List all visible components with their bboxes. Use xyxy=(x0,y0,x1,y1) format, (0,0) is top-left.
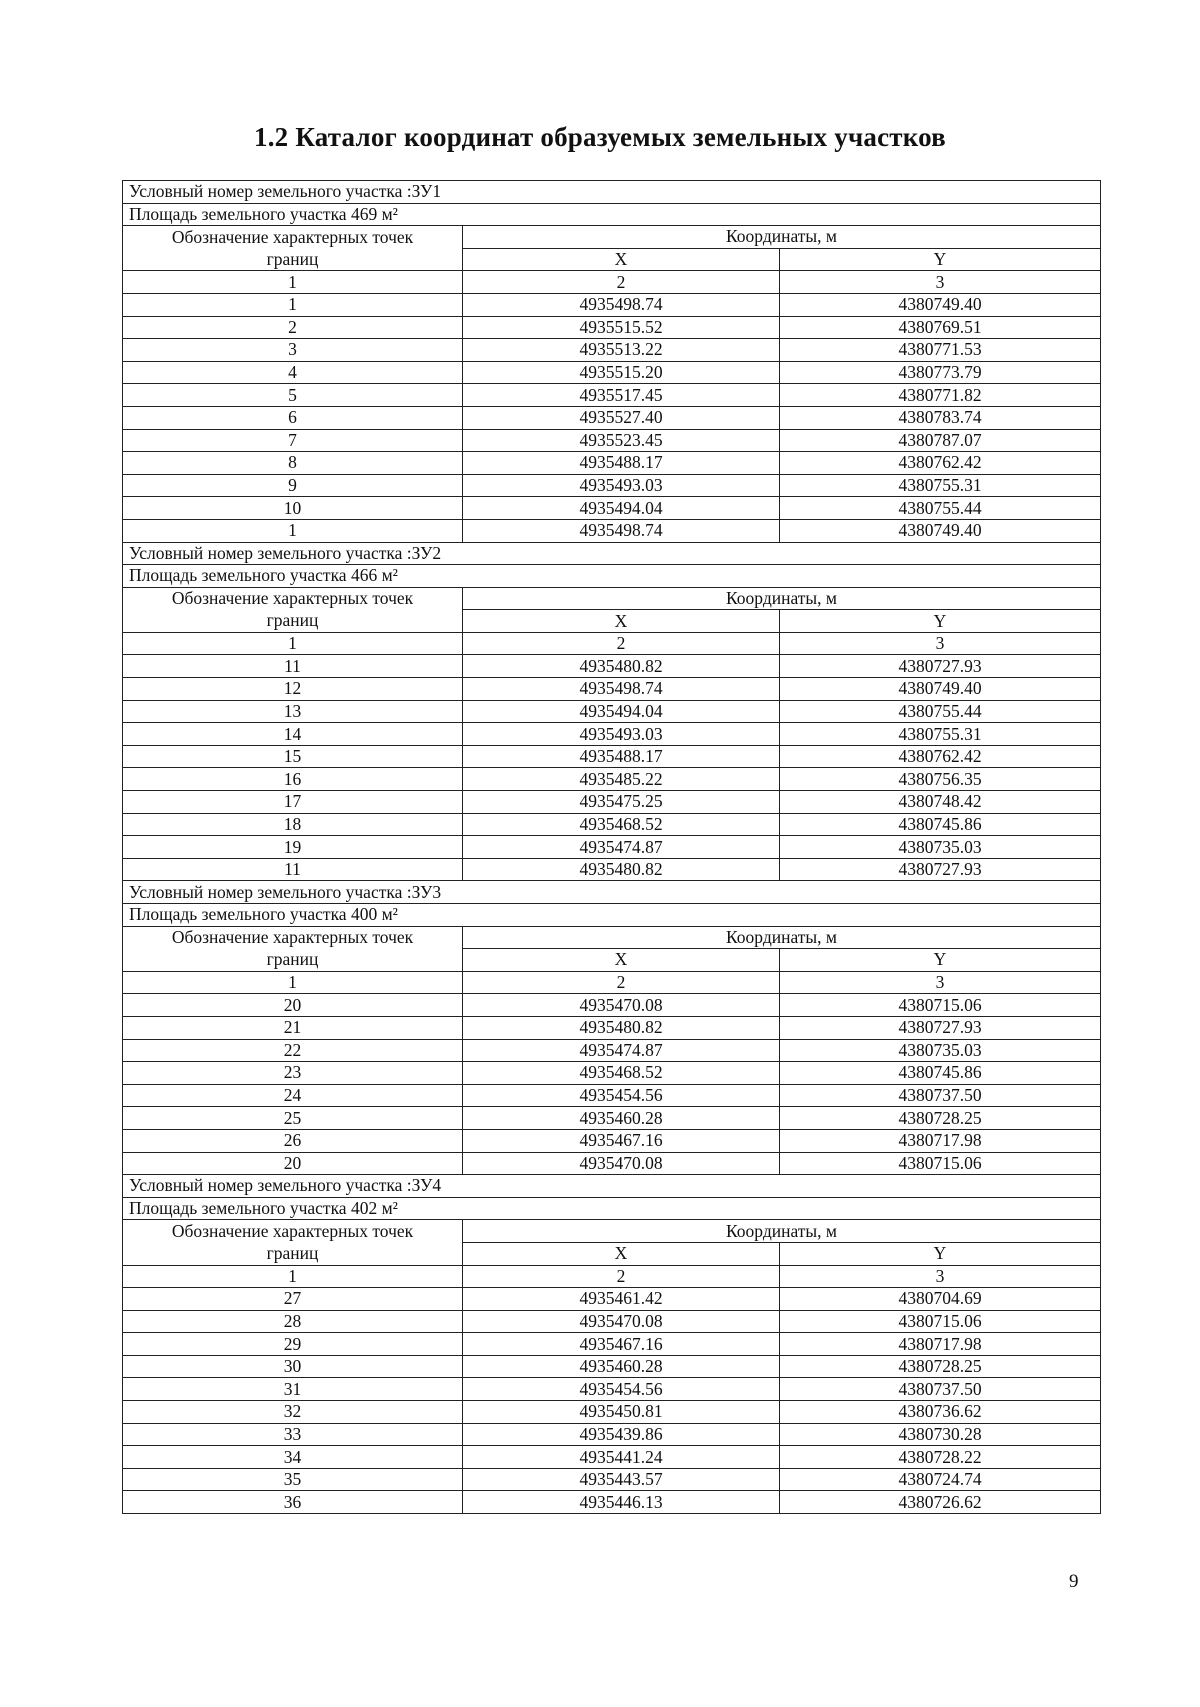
x-coordinate-cell: 4935474.87 xyxy=(463,836,780,859)
point-number-cell: 27 xyxy=(123,1288,463,1311)
table-row xyxy=(123,316,1101,339)
point-number-cell: 21 xyxy=(123,1016,463,1039)
y-coordinate-cell: 4380748.42 xyxy=(780,791,1101,814)
y-coordinate-cell: 4380715.06 xyxy=(780,994,1101,1017)
column-number: 1 xyxy=(123,271,463,294)
y-coordinate-cell: 4380762.42 xyxy=(780,745,1101,768)
column-x-header: X xyxy=(463,610,780,633)
point-number-cell: 11 xyxy=(123,655,463,678)
table-header-row xyxy=(123,949,1101,972)
column-x-header: X xyxy=(463,949,780,972)
point-number-cell: 12 xyxy=(123,678,463,701)
x-coordinate-cell: 4935517.45 xyxy=(463,384,780,407)
table-row xyxy=(123,1016,1101,1039)
point-number-cell: 14 xyxy=(123,723,463,746)
y-coordinate-cell: 4380726.62 xyxy=(780,1491,1101,1514)
table-row xyxy=(123,836,1101,859)
column-number: 1 xyxy=(123,632,463,655)
x-coordinate-cell: 4935485.22 xyxy=(463,768,780,791)
point-designation-header: Обозначение характерных точек xyxy=(123,587,463,610)
point-number-cell: 5 xyxy=(123,384,463,407)
x-coordinate-cell: 4935461.42 xyxy=(463,1288,780,1311)
point-number-cell: 4 xyxy=(123,361,463,384)
table-row xyxy=(123,1107,1101,1130)
parcel-number: Условный номер земельного участка :ЗУ3 xyxy=(123,881,1101,904)
column-number-row xyxy=(123,632,1101,655)
column-number: 1 xyxy=(123,1265,463,1288)
y-coordinate-cell: 4380745.86 xyxy=(780,813,1101,836)
table-row xyxy=(123,1401,1101,1424)
y-coordinate-cell: 4380715.06 xyxy=(780,1152,1101,1175)
table-row xyxy=(123,994,1101,1017)
table-row xyxy=(123,1491,1101,1514)
point-number-cell: 9 xyxy=(123,474,463,497)
parcel-area-row xyxy=(123,1197,1101,1220)
parcel-number: Условный номер земельного участка :ЗУ4 xyxy=(123,1175,1101,1198)
table-row xyxy=(123,1446,1101,1469)
y-coordinate-cell: 4380756.35 xyxy=(780,768,1101,791)
x-coordinate-cell: 4935470.08 xyxy=(463,1310,780,1333)
y-coordinate-cell: 4380749.40 xyxy=(780,293,1101,316)
y-coordinate-cell: 4380773.79 xyxy=(780,361,1101,384)
table-row xyxy=(123,361,1101,384)
column-number: 3 xyxy=(780,971,1101,994)
y-coordinate-cell: 4380787.07 xyxy=(780,429,1101,452)
x-coordinate-cell: 4935480.82 xyxy=(463,655,780,678)
parcel-area-row xyxy=(123,904,1101,927)
x-coordinate-cell: 4935468.52 xyxy=(463,1062,780,1085)
x-coordinate-cell: 4935439.86 xyxy=(463,1423,780,1446)
point-number-cell: 18 xyxy=(123,813,463,836)
y-coordinate-cell: 4380749.40 xyxy=(780,678,1101,701)
x-coordinate-cell: 4935480.82 xyxy=(463,1016,780,1039)
table-row xyxy=(123,1310,1101,1333)
table-row xyxy=(123,474,1101,497)
x-coordinate-cell: 4935488.17 xyxy=(463,745,780,768)
table-row xyxy=(123,1084,1101,1107)
y-coordinate-cell: 4380728.25 xyxy=(780,1107,1101,1130)
y-coordinate-cell: 4380736.62 xyxy=(780,1401,1101,1424)
point-number-cell: 13 xyxy=(123,700,463,723)
y-coordinate-cell: 4380727.93 xyxy=(780,1016,1101,1039)
y-coordinate-cell: 4380745.86 xyxy=(780,1062,1101,1085)
y-coordinate-cell: 4380715.06 xyxy=(780,1310,1101,1333)
table-header-row xyxy=(123,610,1101,633)
column-y-header: Y xyxy=(780,248,1101,271)
y-coordinate-cell: 4380717.98 xyxy=(780,1333,1101,1356)
table-row xyxy=(123,1355,1101,1378)
table-row xyxy=(123,858,1101,881)
x-coordinate-cell: 4935467.16 xyxy=(463,1129,780,1152)
x-coordinate-cell: 4935475.25 xyxy=(463,791,780,814)
y-coordinate-cell: 4380727.93 xyxy=(780,858,1101,881)
x-coordinate-cell: 4935454.56 xyxy=(463,1084,780,1107)
table-row xyxy=(123,339,1101,362)
table-header-row xyxy=(123,1242,1101,1265)
y-coordinate-cell: 4380717.98 xyxy=(780,1129,1101,1152)
point-designation-header: Обозначение характерных точек xyxy=(123,1220,463,1243)
coordinates-catalog-table xyxy=(122,180,1101,1514)
point-number-cell: 15 xyxy=(123,745,463,768)
y-coordinate-cell: 4380704.69 xyxy=(780,1288,1101,1311)
x-coordinate-cell: 4935493.03 xyxy=(463,723,780,746)
point-number-cell: 35 xyxy=(123,1468,463,1491)
coordinates-header: Координаты, м xyxy=(463,1220,1101,1243)
x-coordinate-cell: 4935498.74 xyxy=(463,293,780,316)
table-row xyxy=(123,1333,1101,1356)
point-number-cell: 24 xyxy=(123,1084,463,1107)
y-coordinate-cell: 4380755.31 xyxy=(780,723,1101,746)
point-number-cell: 11 xyxy=(123,858,463,881)
table-row xyxy=(123,406,1101,429)
x-coordinate-cell: 4935513.22 xyxy=(463,339,780,362)
coordinates-header: Координаты, м xyxy=(463,587,1101,610)
point-number-cell: 36 xyxy=(123,1491,463,1514)
point-number-cell: 1 xyxy=(123,519,463,542)
y-coordinate-cell: 4380728.25 xyxy=(780,1355,1101,1378)
x-coordinate-cell: 4935474.87 xyxy=(463,1039,780,1062)
table-row xyxy=(123,1468,1101,1491)
y-coordinate-cell: 4380769.51 xyxy=(780,316,1101,339)
point-number-cell: 34 xyxy=(123,1446,463,1469)
parcel-area: Площадь земельного участка 400 м² xyxy=(123,904,1101,927)
table-row xyxy=(123,678,1101,701)
point-number-cell: 1 xyxy=(123,293,463,316)
column-number: 3 xyxy=(780,1265,1101,1288)
x-coordinate-cell: 4935443.57 xyxy=(463,1468,780,1491)
column-number-row xyxy=(123,1265,1101,1288)
column-x-header: X xyxy=(463,1242,780,1265)
table-header-row xyxy=(123,248,1101,271)
y-coordinate-cell: 4380749.40 xyxy=(780,519,1101,542)
point-number-cell: 16 xyxy=(123,768,463,791)
point-number-cell: 26 xyxy=(123,1129,463,1152)
x-coordinate-cell: 4935523.45 xyxy=(463,429,780,452)
point-number-cell: 32 xyxy=(123,1401,463,1424)
coordinates-header: Координаты, м xyxy=(463,226,1101,249)
x-coordinate-cell: 4935515.52 xyxy=(463,316,780,339)
column-y-header: Y xyxy=(780,610,1101,633)
point-number-cell: 7 xyxy=(123,429,463,452)
y-coordinate-cell: 4380727.93 xyxy=(780,655,1101,678)
catalog-body xyxy=(123,181,1101,1514)
column-number: 2 xyxy=(463,271,780,294)
point-number-cell: 17 xyxy=(123,791,463,814)
y-coordinate-cell: 4380737.50 xyxy=(780,1378,1101,1401)
coordinates-header: Координаты, м xyxy=(463,926,1101,949)
point-number-cell: 10 xyxy=(123,497,463,520)
table-row xyxy=(123,745,1101,768)
table-row xyxy=(123,519,1101,542)
point-number-cell: 2 xyxy=(123,316,463,339)
parcel-area: Площадь земельного участка 402 м² xyxy=(123,1197,1101,1220)
table-row xyxy=(123,1378,1101,1401)
column-number: 2 xyxy=(463,971,780,994)
parcel-area-row xyxy=(123,203,1101,226)
column-number: 3 xyxy=(780,632,1101,655)
y-coordinate-cell: 4380735.03 xyxy=(780,1039,1101,1062)
parcel-number: Условный номер земельного участка :ЗУ1 xyxy=(123,181,1101,204)
x-coordinate-cell: 4935498.74 xyxy=(463,678,780,701)
parcel-number-row xyxy=(123,542,1101,565)
point-designation-header-cont: границ xyxy=(123,610,463,633)
page-number: 9 xyxy=(1069,1571,1079,1592)
point-number-cell: 19 xyxy=(123,836,463,859)
point-number-cell: 25 xyxy=(123,1107,463,1130)
x-coordinate-cell: 4935470.08 xyxy=(463,994,780,1017)
x-coordinate-cell: 4935493.03 xyxy=(463,474,780,497)
y-coordinate-cell: 4380735.03 xyxy=(780,836,1101,859)
point-number-cell: 28 xyxy=(123,1310,463,1333)
y-coordinate-cell: 4380755.44 xyxy=(780,497,1101,520)
y-coordinate-cell: 4380783.74 xyxy=(780,406,1101,429)
parcel-number-row xyxy=(123,881,1101,904)
parcel-number-row xyxy=(123,1175,1101,1198)
x-coordinate-cell: 4935450.81 xyxy=(463,1401,780,1424)
x-coordinate-cell: 4935494.04 xyxy=(463,497,780,520)
table-row xyxy=(123,1423,1101,1446)
table-header-row xyxy=(123,226,1101,249)
point-number-cell: 22 xyxy=(123,1039,463,1062)
table-row xyxy=(123,723,1101,746)
table-row xyxy=(123,1152,1101,1175)
point-number-cell: 20 xyxy=(123,1152,463,1175)
table-row xyxy=(123,655,1101,678)
y-coordinate-cell: 4380755.44 xyxy=(780,700,1101,723)
column-number-row xyxy=(123,971,1101,994)
x-coordinate-cell: 4935460.28 xyxy=(463,1355,780,1378)
x-coordinate-cell: 4935441.24 xyxy=(463,1446,780,1469)
point-number-cell: 23 xyxy=(123,1062,463,1085)
x-coordinate-cell: 4935515.20 xyxy=(463,361,780,384)
table-row xyxy=(123,813,1101,836)
column-number: 1 xyxy=(123,971,463,994)
table-row xyxy=(123,768,1101,791)
parcel-area: Площадь земельного участка 466 м² xyxy=(123,565,1101,588)
column-number-row xyxy=(123,271,1101,294)
table-header-row xyxy=(123,926,1101,949)
point-designation-header-cont: границ xyxy=(123,949,463,972)
point-number-cell: 20 xyxy=(123,994,463,1017)
x-coordinate-cell: 4935460.28 xyxy=(463,1107,780,1130)
point-number-cell: 30 xyxy=(123,1355,463,1378)
y-coordinate-cell: 4380771.53 xyxy=(780,339,1101,362)
x-coordinate-cell: 4935470.08 xyxy=(463,1152,780,1175)
point-number-cell: 29 xyxy=(123,1333,463,1356)
x-coordinate-cell: 4935467.16 xyxy=(463,1333,780,1356)
point-designation-header-cont: границ xyxy=(123,248,463,271)
y-coordinate-cell: 4380771.82 xyxy=(780,384,1101,407)
x-coordinate-cell: 4935498.74 xyxy=(463,519,780,542)
table-row xyxy=(123,384,1101,407)
x-coordinate-cell: 4935480.82 xyxy=(463,858,780,881)
column-y-header: Y xyxy=(780,1242,1101,1265)
column-number: 3 xyxy=(780,271,1101,294)
y-coordinate-cell: 4380724.74 xyxy=(780,1468,1101,1491)
table-row xyxy=(123,497,1101,520)
y-coordinate-cell: 4380728.22 xyxy=(780,1446,1101,1469)
point-number-cell: 3 xyxy=(123,339,463,362)
column-x-header: X xyxy=(463,248,780,271)
table-row xyxy=(123,1288,1101,1311)
x-coordinate-cell: 4935446.13 xyxy=(463,1491,780,1514)
column-y-header: Y xyxy=(780,949,1101,972)
x-coordinate-cell: 4935454.56 xyxy=(463,1378,780,1401)
point-designation-header-cont: границ xyxy=(123,1242,463,1265)
x-coordinate-cell: 4935494.04 xyxy=(463,700,780,723)
table-header-row xyxy=(123,587,1101,610)
parcel-number-row xyxy=(123,181,1101,204)
table-row xyxy=(123,452,1101,475)
parcel-area: Площадь земельного участка 469 м² xyxy=(123,203,1101,226)
point-number-cell: 31 xyxy=(123,1378,463,1401)
point-number-cell: 6 xyxy=(123,406,463,429)
table-row xyxy=(123,1039,1101,1062)
parcel-area-row xyxy=(123,565,1101,588)
point-designation-header: Обозначение характерных точек xyxy=(123,226,463,249)
y-coordinate-cell: 4380737.50 xyxy=(780,1084,1101,1107)
page-title: 1.2 Каталог координат образуемых земельных участков xyxy=(254,122,946,152)
point-number-cell: 8 xyxy=(123,452,463,475)
table-row xyxy=(123,791,1101,814)
table-row xyxy=(123,1062,1101,1085)
x-coordinate-cell: 4935488.17 xyxy=(463,452,780,475)
column-number: 2 xyxy=(463,1265,780,1288)
point-number-cell: 33 xyxy=(123,1423,463,1446)
table-row xyxy=(123,700,1101,723)
parcel-number: Условный номер земельного участка :ЗУ2 xyxy=(123,542,1101,565)
table-row xyxy=(123,293,1101,316)
y-coordinate-cell: 4380762.42 xyxy=(780,452,1101,475)
column-number: 2 xyxy=(463,632,780,655)
x-coordinate-cell: 4935468.52 xyxy=(463,813,780,836)
table-header-row xyxy=(123,1220,1101,1243)
y-coordinate-cell: 4380755.31 xyxy=(780,474,1101,497)
table-row xyxy=(123,429,1101,452)
y-coordinate-cell: 4380730.28 xyxy=(780,1423,1101,1446)
point-designation-header: Обозначение характерных точек xyxy=(123,926,463,949)
table-row xyxy=(123,1129,1101,1152)
x-coordinate-cell: 4935527.40 xyxy=(463,406,780,429)
